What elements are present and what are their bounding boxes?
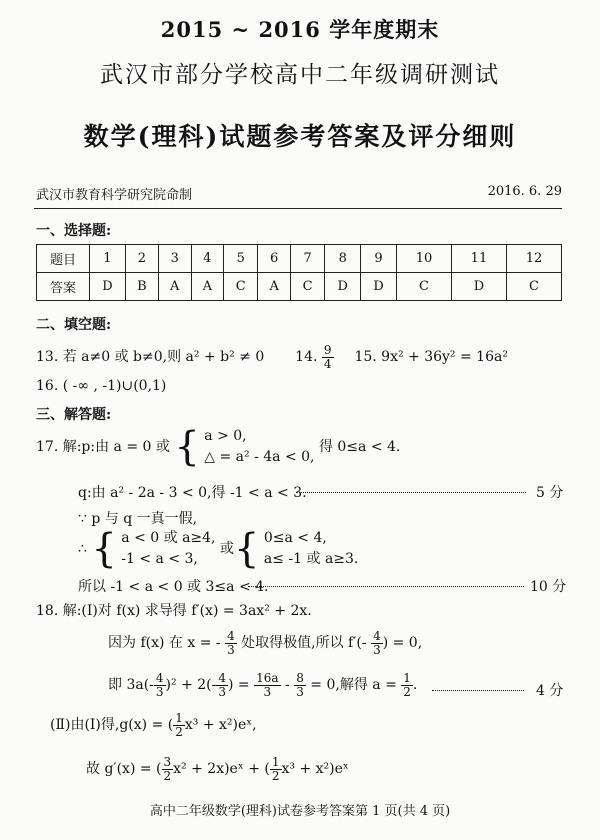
frac-num: 1 [271,755,280,769]
p18-line2-b: 处取得极值,所以 f′(- [241,635,367,652]
q14-numerator: 9 [323,343,332,357]
exam-name-title: 武汉市部分学校高中二年级调研测试 [100,62,500,88]
case1-line2: -1 < a < 3, [121,551,198,567]
q14-denominator: 4 [323,356,332,371]
q16-answer: 16. ( -∞ , -1)∪(0,1) [36,378,167,394]
p18-III-c: x³ + x²)eˣ [281,761,349,778]
question-number: 4 [191,245,224,273]
frac-num: 4 [155,671,164,685]
left-brace-icon: { [91,526,117,572]
p17-end: 得 0≤a < 4. [318,439,401,455]
question-row [37,245,562,273]
p18-III-b: x² + 2x)eˣ + ( [173,761,270,778]
fraction-8-3 [294,672,306,698]
question-number: 2 [125,245,158,273]
fraction-1-2 [173,712,185,738]
document-title: 数学(理科)试题参考答案及评分细则 [83,122,517,151]
p18-line2-c: ) = 0, [382,635,423,652]
frac-num: 1 [175,711,183,725]
p18-II-b: x³ + x²)eˣ, [184,717,257,734]
frac-den: 2 [271,768,280,783]
question-number: 1 [90,245,126,273]
frac-num: 8 [296,671,304,685]
p17-one-true: ∵ p 与 q 一真一假, [78,511,198,527]
answer-row [37,273,562,301]
frac-den: 3 [296,684,304,699]
left-brace-icon: { [233,526,260,572]
p18-line3-c: ) = [228,677,250,694]
p17-brace-line1: a > 0, [204,428,247,444]
left-brace-icon: { [174,424,200,470]
p18-line3-e: = 0,解得 a = [310,677,397,694]
leader-dots [296,482,526,493]
answer-cell: D [90,273,126,301]
fraction-16a-3 [254,672,280,698]
question-number: 8 [325,245,361,273]
question-number: 10 [396,245,451,273]
frac-num: 4 [373,629,381,643]
header-rule [34,208,562,209]
question-header: 题目 [37,245,90,273]
exam-year-title: 2015 ~ 2016 学年度期末 [160,17,440,42]
frac-den: 2 [163,768,172,783]
frac-den: 3 [263,684,272,699]
frac-num: 3 [163,755,172,769]
p17-start: 17. 解:p:由 a = 0 或 [36,439,170,455]
frac-den: 3 [373,642,381,657]
p18-line3: 即 3a(- $\frac{4}{3}$ )² + 2(- $\frac{4}{3}$ ) = $\frac{16a}{3}$ - $\frac{8}{3}$ = 0,解得 a = $\frac{1}{2}$ . [108,671,418,699]
p18-line2-a: 因为 f(x) 在 x = - [108,635,221,652]
answer-cell: A [191,273,224,301]
q13-answer: 若 a≠0 或 b≠0,则 a² + b² ≠ 0 [62,349,265,366]
answer-header: 答案 [37,273,90,301]
leader-dots [248,576,524,587]
frac-num: 4 [218,671,226,685]
question-number: 12 [506,245,561,273]
question-number: 11 [451,245,506,273]
frac-den: 3 [227,642,235,657]
p18-start: 18. 解:(Ⅰ)对 f(x) 求导得 f′(x) = 3ax² + 2x. [36,603,312,619]
issuer: 武汉市教育科学研究院命制 [36,188,193,203]
question-number: 6 [258,245,291,273]
case2-group [264,528,359,570]
q17-line: q:由 a² - 2a - 3 < 0,得 -1 < a < 3. [78,485,307,501]
p18-line3-b: )² + 2(- [165,677,217,694]
fraction-3-2 [162,756,174,782]
case2-line1: 0≤a < 4, [263,530,327,546]
frac-den: 2 [175,724,183,739]
leader-dots [432,680,524,691]
p18-line3-a: 即 3a(- [108,677,154,694]
question-number: 7 [290,245,324,273]
frac-num: 4 [227,629,235,643]
fraction-4-3 [154,672,166,698]
fraction-4-3 [225,630,237,656]
answer-table [36,244,562,301]
frac-num: 16a [256,671,279,685]
p17-cases [78,528,358,570]
section-fill-in-title: 二、填空题: [36,317,112,333]
answer-cell: C [290,273,324,301]
frac-den: 2 [403,684,411,699]
answer-cell: C [396,273,451,301]
fraction-4-3 [371,630,383,656]
frac-den: 3 [218,684,226,699]
frac-num: 1 [403,671,411,685]
case1-line1: a < 0 或 a≥4, [121,530,216,546]
answer-cell: D [361,273,397,301]
p18-line2 [108,630,422,656]
answer-cell: B [125,273,158,301]
p18-III-a: 故 g′(x) = ( [86,761,162,778]
score-5: 5 分 [536,485,564,501]
q14-fraction [322,344,334,370]
p18-line3-d: - [285,677,290,694]
p17-line [36,426,400,468]
question-number: 3 [158,245,191,273]
p17-brace-line2: △ = a² - 4a < 0, [204,449,315,465]
fraction-1-2 [270,756,282,782]
case2-line2: a≤ -1 或 a≥3. [263,551,359,567]
section-solutions-title: 三、解答题: [36,407,112,423]
q14-label: 14. [295,349,318,366]
p18-derivative-line [86,756,349,782]
answer-cell: C [506,273,561,301]
answer-cell: A [258,273,291,301]
page-footer: 高中二年级数学(理科)试卷参考答案第 1 页(共 4 页) [149,804,451,819]
fraction-4-3 [216,672,228,698]
therefore-symbol: ∴ [78,541,87,557]
fill-in-answers-line [36,344,508,370]
q15-answer: 9x² + 36y² = 16a² [381,349,508,366]
case1-group [121,528,215,570]
score-4: 4 分 [536,683,564,699]
answer-cell: A [158,273,191,301]
q15-label: 15. [354,349,377,366]
p18-II-line [50,712,257,738]
p17-conclusion: 所以 -1 < a < 0 或 3≤a < 4. [78,579,269,595]
question-number: 5 [224,245,258,273]
answer-cell: C [224,273,258,301]
question-number: 9 [361,245,397,273]
section-multiple-choice-title: 一、选择题: [36,223,112,239]
frac-den: 3 [155,684,164,699]
fraction-1-2 [401,672,413,698]
p17-brace-group [204,426,314,468]
issue-date: 2016. 6. 29 [487,184,562,199]
score-10: 10 分 [530,579,567,595]
answer-cell: D [325,273,361,301]
or-word: 或 [219,541,234,557]
q13-label: 13. [36,349,59,366]
p18-II-a: (Ⅱ)由(Ⅰ)得,g(x) = ( [50,717,174,734]
answer-cell: D [451,273,506,301]
